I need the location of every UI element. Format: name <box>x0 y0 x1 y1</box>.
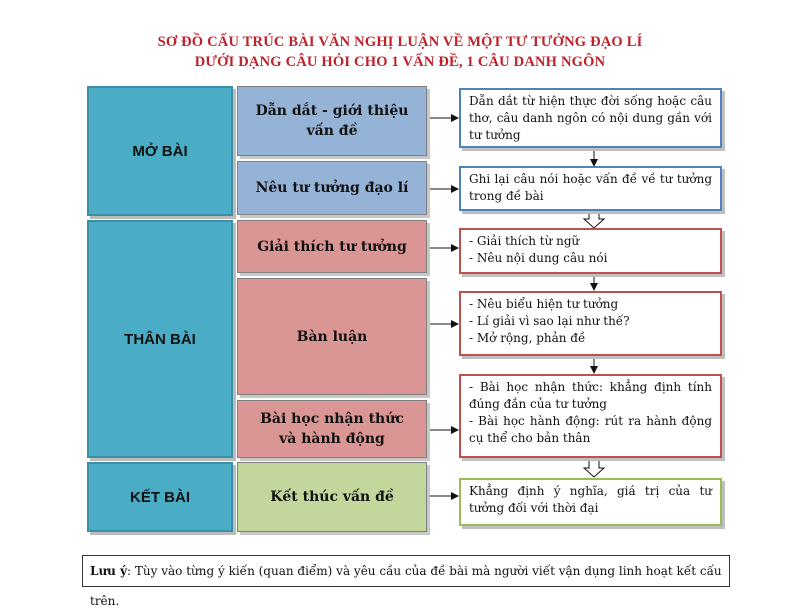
detail-text: Dẫn dắt từ hiện thực đời sống hoặc câu thơ, câu danh ngôn có nội dung gần với tư tưởng <box>469 94 712 142</box>
detail-ban-luan <box>459 291 722 356</box>
step-ban-luan: Bàn luận <box>237 278 427 395</box>
detail-bullet: - Bài học hành động: rút ra hành động cụ thể cho bản thân <box>469 414 712 445</box>
detail-ket-thuc <box>459 478 722 526</box>
detail-bullet: - Mở rộng, phản đề <box>469 331 586 345</box>
step-neu-tu-tuong: Nêu tư tưởng đạo lí <box>237 161 427 215</box>
detail-bai-hoc <box>459 374 722 458</box>
detail-text: Ghi lại câu nói hoặc vấn đề về tư tưởng trong đề bài <box>469 172 712 203</box>
step-giai-thich: Giải thích tư tưởng <box>237 220 427 273</box>
section-mo-bai: MỞ BÀI <box>87 86 233 216</box>
detail-bullet: - Nêu biểu hiện tư tưởng <box>469 297 619 311</box>
detail-bullet: - Bài học nhận thức: khẳng định tính đúng đắn của tư tưởng <box>469 380 712 411</box>
detail-bullet: - Nêu nội dung câu nói <box>469 251 608 265</box>
detail-giai-thich <box>459 228 722 274</box>
section-than-bai: THÂN BÀI <box>87 220 233 458</box>
detail-bullet: - Lí giải vì sao lại như thế? <box>469 314 630 328</box>
detail-text: Khẳng định ý nghĩa, giá trị của tư tưởng đối với thời đại <box>469 484 712 515</box>
note-box <box>82 555 730 608</box>
note-label: Lưu ý <box>90 564 128 578</box>
section-ket-bai: KẾT BÀI <box>87 462 233 532</box>
step-ket-thuc: Kết thúc vấn đề <box>237 462 427 532</box>
step-bai-hoc: Bài học nhận thức và hành động <box>237 400 427 458</box>
detail-bullet: - Giải thích từ ngữ <box>469 234 580 248</box>
diagram-title-line2: DƯỚI DẠNG CÂU HỎI CHO 1 VẤN ĐỀ, 1 CÂU DANH NGÔN <box>194 54 606 70</box>
detail-neu-tu-tuong <box>459 166 722 211</box>
diagram-title-line1: SƠ ĐỒ CẤU TRÚC BÀI VĂN NGHỊ LUẬN VỀ MỘT TƯ TƯỞNG ĐẠO LÍ <box>157 34 643 50</box>
block-arrow-to-ket-bai <box>584 459 604 477</box>
detail-dan-dat <box>459 88 722 148</box>
note-text: : Tùy vào từng ý kiến (quan điểm) và yêu cầu của đề bài mà người viết vận dụng linh hoạt kết cấu trên. <box>90 564 722 608</box>
step-dan-dat: Dẫn dắt - giới thiệu vấn đề <box>237 86 427 156</box>
block-arrow-to-than-bai <box>584 211 604 228</box>
